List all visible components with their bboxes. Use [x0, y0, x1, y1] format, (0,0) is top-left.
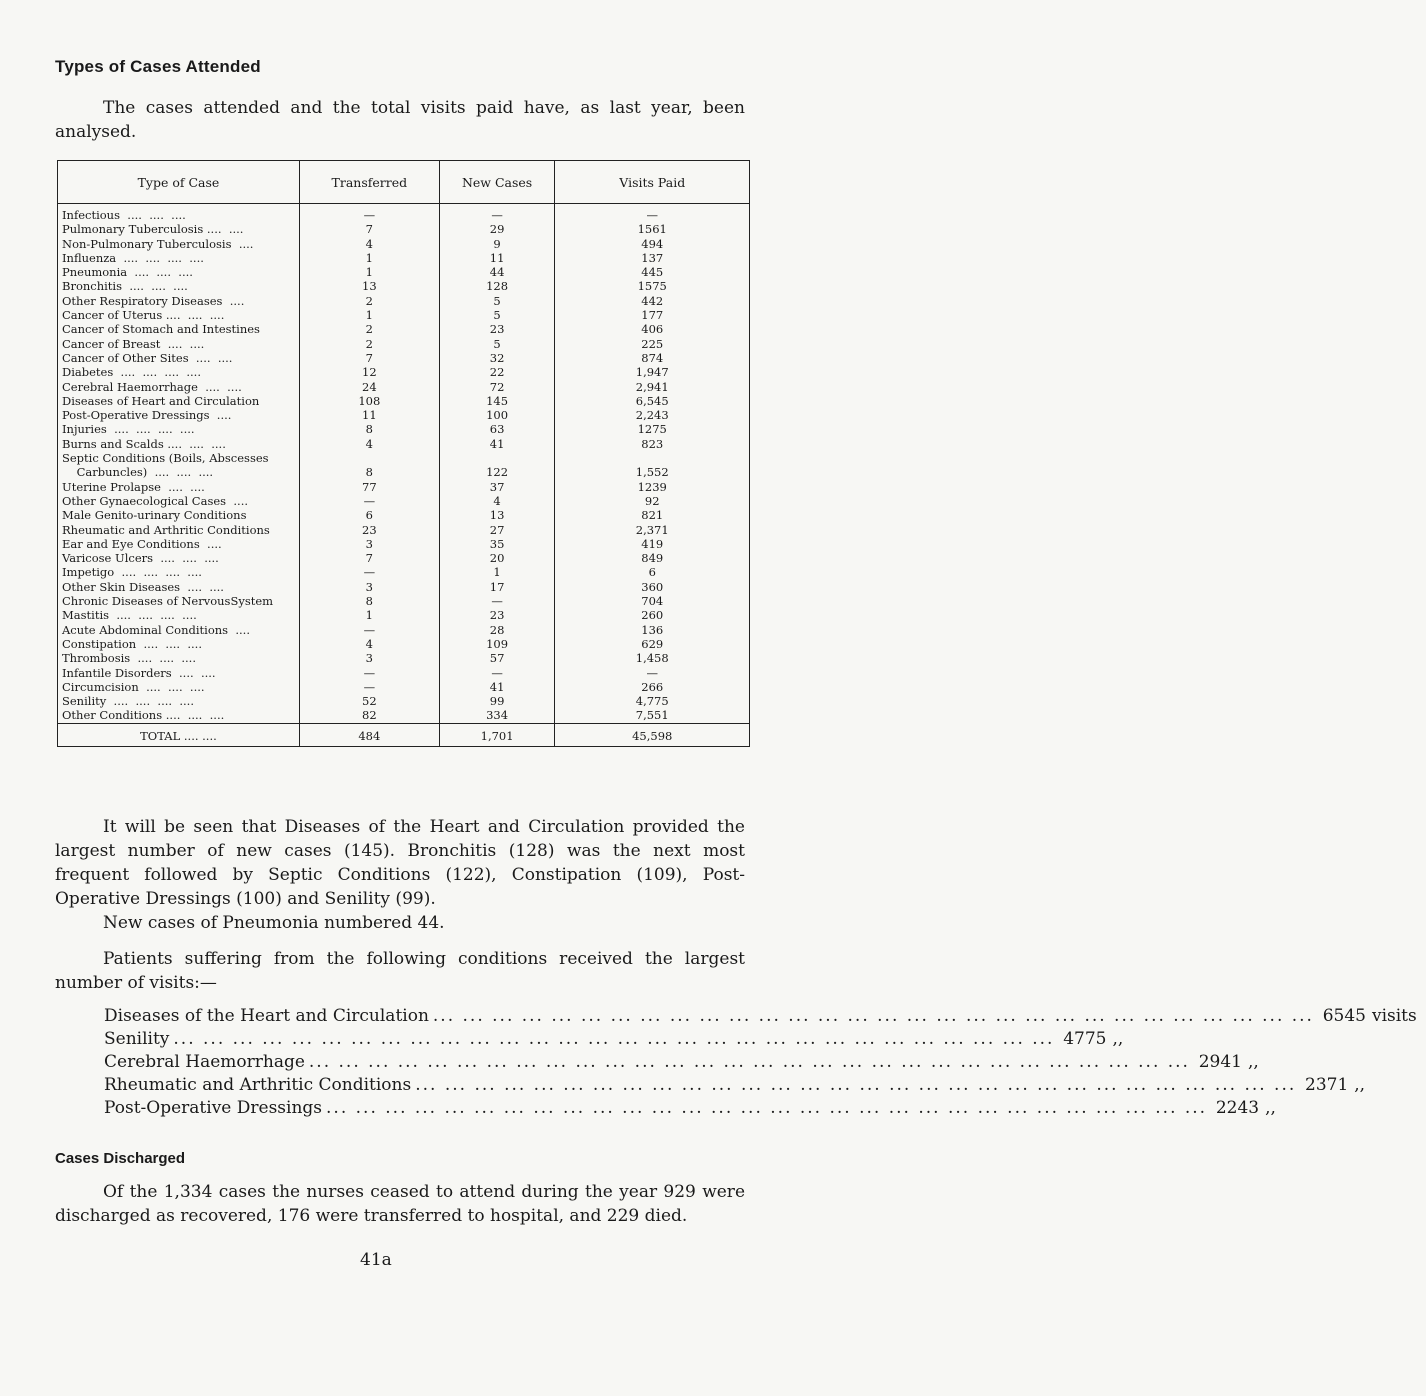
cell-visits-paid: 137 [555, 251, 750, 265]
cell-case-type: Cancer of Uterus .... .... .... [62, 308, 225, 323]
header-transferred: Transferred [299, 161, 439, 204]
cell-new-cases: 128 [439, 279, 555, 293]
cell-transferred: — [299, 666, 439, 680]
cell-case-type: Chronic Diseases of NervousSystem [62, 594, 274, 609]
cell-transferred: 2 [299, 294, 439, 308]
table-row [58, 380, 750, 394]
cell-visits-paid: 629 [555, 637, 750, 651]
cell-visits-paid: 2,941 [555, 380, 750, 394]
cell-case-type: Impetigo .... .... .... .... [62, 565, 202, 580]
cell-new-cases: 37 [439, 480, 555, 494]
dot-leader: ... ... ... ... ... ... ... ... ... ... ... ... ... ... ... ... ... ... ... ... ... ... ... ... ... ... ... ... ... ... [415, 1075, 1297, 1095]
table-row [58, 279, 750, 293]
cell-transferred: 1 [299, 308, 439, 322]
total-visits-paid: 45,598 [555, 723, 750, 746]
cell-new-cases: 72 [439, 380, 555, 394]
cell-case-type: Rheumatic and Arthritic Conditions [62, 522, 270, 537]
cell-visits-paid: 494 [555, 237, 750, 251]
cell-transferred: 1 [299, 608, 439, 622]
cell-transferred: 24 [299, 380, 439, 394]
table-row [58, 694, 750, 708]
dot-leader: ... ... ... ... ... ... ... ... ... ... ... ... ... ... ... ... ... ... ... ... ... ... ... ... ... ... ... ... ... ... [173, 1029, 1055, 1049]
visits-condition: Rheumatic and Arthritic Conditions [104, 1075, 412, 1095]
cell-visits-paid: 1239 [555, 480, 750, 494]
cell-new-cases: — [439, 594, 555, 608]
cell-visits-paid: 1275 [555, 422, 750, 436]
table-total-row [58, 723, 750, 746]
table-row [58, 451, 750, 465]
cell-case-type: Male Genito-urinary Conditions [62, 508, 247, 523]
cell-transferred: 82 [299, 708, 439, 723]
cell-transferred: 108 [299, 394, 439, 408]
cell-visits-paid: 6,545 [555, 394, 750, 408]
table-row [58, 608, 750, 622]
cell-new-cases: 9 [439, 237, 555, 251]
cell-transferred: 1 [299, 251, 439, 265]
cell-case-type: Varicose Ulcers .... .... .... [62, 551, 219, 566]
cell-new-cases: 22 [439, 365, 555, 379]
visits-count: 6545 [1322, 1006, 1366, 1026]
cell-visits-paid: — [555, 204, 750, 223]
cell-visits-paid: 821 [555, 508, 750, 522]
cell-case-type: Other Gynaecological Cases .... [62, 493, 248, 508]
table-row [58, 265, 750, 279]
visits-list-item [104, 1028, 1124, 1051]
visits-count: 2243 [1215, 1098, 1260, 1118]
dot-leader: ... ... ... ... ... ... ... ... ... ... ... ... ... ... ... ... ... ... ... ... ... ... ... ... ... ... ... ... ... ... [432, 1006, 1314, 1026]
table-row [58, 351, 750, 365]
visits-list-item [104, 1005, 1417, 1028]
cell-transferred: — [299, 204, 439, 223]
cell-new-cases: 28 [439, 623, 555, 637]
table-row [58, 422, 750, 436]
cell-case-type: Cerebral Haemorrhage .... .... [62, 379, 242, 394]
cell-transferred: 13 [299, 279, 439, 293]
cell-visits-paid: 874 [555, 351, 750, 365]
cell-visits-paid: 7,551 [555, 708, 750, 723]
cell-transferred: — [299, 494, 439, 508]
table-row [58, 494, 750, 508]
cell-case-type: Other Conditions .... .... .... [62, 708, 225, 723]
cell-visits-paid: 823 [555, 437, 750, 451]
visits-unit: ,, [1112, 1029, 1124, 1049]
cell-case-type: Diseases of Heart and Circulation [62, 393, 260, 408]
cell-case-type: Post-Operative Dressings .... [62, 408, 232, 423]
cell-new-cases: 13 [439, 508, 555, 522]
cell-new-cases: 99 [439, 694, 555, 708]
cell-visits-paid: 1561 [555, 222, 750, 236]
cell-transferred: 7 [299, 351, 439, 365]
cell-transferred: 7 [299, 551, 439, 565]
total-label: TOTAL .... .... [58, 723, 300, 746]
table-row [58, 537, 750, 551]
visits-list-item [104, 1074, 1366, 1097]
cell-transferred [299, 451, 439, 465]
cell-visits-paid: 177 [555, 308, 750, 322]
cell-transferred: 8 [299, 465, 439, 479]
cell-visits-paid: 2,371 [555, 523, 750, 537]
cell-visits-paid: 419 [555, 537, 750, 551]
cell-case-type: Diabetes .... .... .... .... [62, 365, 201, 380]
cell-new-cases: 20 [439, 551, 555, 565]
table-row [58, 551, 750, 565]
cell-new-cases: 109 [439, 637, 555, 651]
cell-new-cases: 29 [439, 222, 555, 236]
cell-visits-paid: 1,947 [555, 365, 750, 379]
table-row [58, 251, 750, 265]
header-visits-paid: Visits Paid [555, 161, 750, 204]
table-row [58, 651, 750, 665]
cell-case-type: Septic Conditions (Boils, Abscesses [62, 451, 269, 466]
cell-case-type: Other Respiratory Diseases .... [62, 293, 245, 308]
intro-paragraph: The cases attended and the total visits paid have, as last year, been analysed. [55, 98, 745, 142]
visits-intro-paragraph: Patients suffering from the following conditions received the largest number of visits:— [55, 949, 745, 993]
table-row [58, 237, 750, 251]
cell-case-type: Thrombosis .... .... .... [62, 651, 196, 666]
cell-transferred: 2 [299, 322, 439, 336]
table-row [58, 508, 750, 522]
cell-transferred: 7 [299, 222, 439, 236]
cell-transferred: 4 [299, 237, 439, 251]
cell-case-type: Influenza .... .... .... .... [62, 250, 204, 265]
cell-transferred: 12 [299, 365, 439, 379]
cell-transferred: 3 [299, 537, 439, 551]
cell-visits-paid: — [555, 666, 750, 680]
cell-case-type: Cancer of Stomach and Intestines [62, 322, 260, 337]
table-row [58, 666, 750, 680]
visits-unit: visits [1371, 1006, 1417, 1026]
summary-paragraph: It will be seen that Diseases of the Heart and Circulation provided the largest number of new cases (145). Bronchitis (128) was the next most frequent followed by Septic Conditions (122), Constipation (109), Post-Operative Dressings (100) and Senility (99). [55, 817, 745, 909]
cell-case-type: Circumcision .... .... .... [62, 679, 205, 694]
cell-new-cases: 27 [439, 523, 555, 537]
cell-case-type: Ear and Eye Conditions .... [62, 536, 222, 551]
cell-transferred: 6 [299, 508, 439, 522]
visits-unit: ,, [1265, 1098, 1276, 1118]
table-row [58, 337, 750, 351]
visits-condition: Diseases of the Heart and Circulation [104, 1006, 429, 1026]
cell-visits-paid: 225 [555, 337, 750, 351]
section-heading: Types of Cases Attended [55, 57, 261, 76]
cell-transferred: 4 [299, 437, 439, 451]
cell-visits-paid: 136 [555, 623, 750, 637]
visits-unit: ,, [1247, 1052, 1259, 1072]
cell-new-cases: 57 [439, 651, 555, 665]
header-type-of-case: Type of Case [58, 161, 300, 204]
cell-new-cases: 122 [439, 465, 555, 479]
cell-transferred: — [299, 623, 439, 637]
cell-case-type: Acute Abdominal Conditions .... [62, 622, 250, 637]
cell-new-cases: 63 [439, 422, 555, 436]
cell-transferred: 23 [299, 523, 439, 537]
visits-unit: ,, [1354, 1075, 1366, 1095]
cell-visits-paid: 1,552 [555, 465, 750, 479]
table-row [58, 708, 750, 723]
table-row [58, 394, 750, 408]
cell-new-cases: 5 [439, 294, 555, 308]
cell-case-type: Pulmonary Tuberculosis .... .... [62, 222, 244, 237]
table-row [58, 565, 750, 579]
visits-list-item [104, 1097, 1276, 1120]
cell-new-cases: 100 [439, 408, 555, 422]
cell-visits-paid: 2,243 [555, 408, 750, 422]
cell-case-type: Bronchitis .... .... .... [62, 279, 188, 294]
cell-transferred: 1 [299, 265, 439, 279]
cell-new-cases: — [439, 204, 555, 223]
visits-count: 2941 [1198, 1052, 1242, 1072]
cell-transferred: 52 [299, 694, 439, 708]
cell-case-type: Uterine Prolapse .... .... [62, 479, 205, 494]
cell-visits-paid: 1575 [555, 279, 750, 293]
cell-new-cases: 44 [439, 265, 555, 279]
cell-case-type: Non-Pulmonary Tuberculosis .... [62, 236, 254, 251]
cell-visits-paid: 6 [555, 565, 750, 579]
cell-case-type: Cancer of Breast .... .... [62, 336, 205, 351]
cell-transferred: — [299, 565, 439, 579]
table-row [58, 623, 750, 637]
visits-count: 2371 [1305, 1075, 1349, 1095]
table-row [58, 222, 750, 236]
pneumonia-paragraph: New cases of Pneumonia numbered 44. [103, 913, 445, 933]
table-row [58, 322, 750, 336]
table-row [58, 437, 750, 451]
dot-leader: ... ... ... ... ... ... ... ... ... ... ... ... ... ... ... ... ... ... ... ... ... ... ... ... ... ... ... ... ... ... [308, 1052, 1190, 1072]
total-transferred: 484 [299, 723, 439, 746]
table-row [58, 594, 750, 608]
table-row [58, 204, 750, 223]
cell-visits-paid: 442 [555, 294, 750, 308]
visits-condition: Senility [104, 1029, 170, 1049]
cell-case-type: Injuries .... .... .... .... [62, 422, 195, 437]
cell-new-cases: 5 [439, 337, 555, 351]
header-new-cases: New Cases [439, 161, 555, 204]
cell-transferred: 8 [299, 594, 439, 608]
cell-new-cases: 17 [439, 580, 555, 594]
cell-transferred: 3 [299, 580, 439, 594]
page-number: 41a [360, 1250, 392, 1270]
cell-case-type: Infectious .... .... .... [62, 208, 186, 222]
visits-list-item [104, 1051, 1259, 1074]
cell-new-cases: 41 [439, 680, 555, 694]
table-row [58, 680, 750, 694]
dot-leader: ... ... ... ... ... ... ... ... ... ... ... ... ... ... ... ... ... ... ... ... ... ... ... ... ... ... ... ... ... ... [326, 1098, 1208, 1118]
table-row [58, 408, 750, 422]
cell-new-cases: 32 [439, 351, 555, 365]
cell-case-type: Infantile Disorders .... .... [62, 665, 216, 680]
cell-visits-paid: 445 [555, 265, 750, 279]
table-header-row [58, 161, 750, 204]
cell-case-type: Mastitis .... .... .... .... [62, 608, 197, 623]
cell-visits-paid: 360 [555, 580, 750, 594]
cell-visits-paid: 260 [555, 608, 750, 622]
table-row [58, 294, 750, 308]
cell-visits-paid [555, 451, 750, 465]
cell-new-cases: 41 [439, 437, 555, 451]
cell-transferred: 3 [299, 651, 439, 665]
table-row [58, 523, 750, 537]
cell-case-type: Senility .... .... .... .... [62, 694, 194, 709]
cell-visits-paid: 266 [555, 680, 750, 694]
visits-condition: Cerebral Haemorrhage [104, 1052, 305, 1072]
cell-transferred: 4 [299, 637, 439, 651]
cell-case-type: Burns and Scalds .... .... .... [62, 436, 226, 451]
cell-new-cases: 23 [439, 608, 555, 622]
visits-list [104, 1005, 1417, 1120]
cell-new-cases: 4 [439, 494, 555, 508]
cases-table [57, 160, 750, 747]
total-new-cases: 1,701 [439, 723, 555, 746]
cell-new-cases: 5 [439, 308, 555, 322]
cell-case-type: Pneumonia .... .... .... [62, 265, 193, 280]
discharged-paragraph: Of the 1,334 cases the nurses ceased to attend during the year 929 were discharged as recovered, 176 were transferred to hospital, and 229 died. [55, 1182, 745, 1226]
cell-transferred: — [299, 680, 439, 694]
table-row [58, 465, 750, 479]
table-body [58, 204, 750, 747]
cell-new-cases: 334 [439, 708, 555, 723]
visits-condition: Post-Operative Dressings [104, 1098, 323, 1118]
cell-case-type: Carbuncles) .... .... .... [62, 465, 214, 480]
cell-new-cases: 1 [439, 565, 555, 579]
cell-new-cases: 35 [439, 537, 555, 551]
cell-visits-paid: 849 [555, 551, 750, 565]
cell-new-cases: 23 [439, 322, 555, 336]
cell-transferred: 8 [299, 422, 439, 436]
table-row [58, 308, 750, 322]
cell-visits-paid: 4,775 [555, 694, 750, 708]
cell-transferred: 2 [299, 337, 439, 351]
cell-case-type: Other Skin Diseases .... .... [62, 579, 224, 594]
cell-visits-paid: 92 [555, 494, 750, 508]
cases-discharged-heading: Cases Discharged [55, 1150, 186, 1167]
cell-new-cases [439, 451, 555, 465]
visits-count: 4775 [1063, 1029, 1107, 1049]
cell-visits-paid: 406 [555, 322, 750, 336]
cell-transferred: 77 [299, 480, 439, 494]
cell-visits-paid: 1,458 [555, 651, 750, 665]
cell-case-type: Cancer of Other Sites .... .... [62, 350, 233, 365]
cell-transferred: 11 [299, 408, 439, 422]
table-row [58, 480, 750, 494]
cell-visits-paid: 704 [555, 594, 750, 608]
table-row [58, 365, 750, 379]
cell-new-cases: 145 [439, 394, 555, 408]
cell-new-cases: 11 [439, 251, 555, 265]
cell-case-type: Constipation .... .... .... [62, 636, 202, 651]
cell-new-cases: — [439, 666, 555, 680]
table-row [58, 637, 750, 651]
table-row [58, 580, 750, 594]
